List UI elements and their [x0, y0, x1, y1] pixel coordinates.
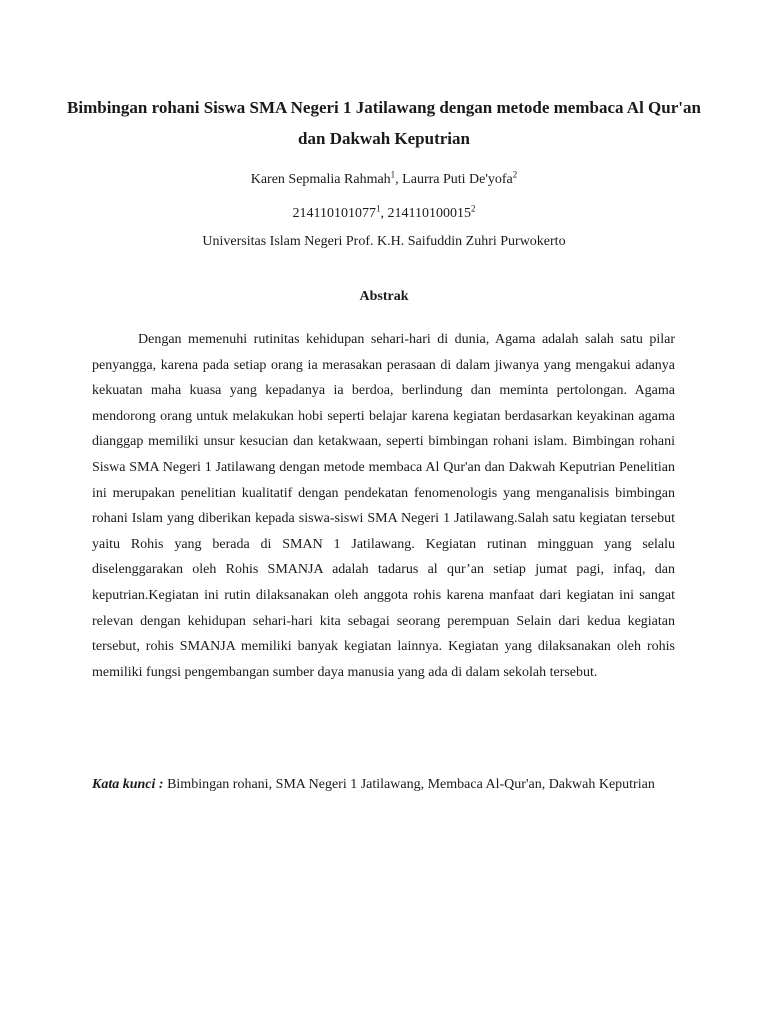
author-separator: ,	[395, 172, 403, 187]
student-id-1: 214110101077	[292, 206, 376, 221]
id-separator: ,	[380, 206, 388, 221]
keywords-line	[92, 771, 675, 798]
author-line	[60, 170, 708, 190]
student-id-mark-2: 2	[470, 203, 476, 214]
keywords-text: Bimbingan rohani, SMA Negeri 1 Jatilawang, Membaca Al-Qur'an, Dakwah Keputrian	[163, 777, 655, 792]
author-name-1: Karen Sepmalia Rahmah	[250, 172, 391, 187]
author-name-2: Laurra Puti De'yofa	[402, 172, 513, 187]
affiliation: Universitas Islam Negeri Prof. K.H. Saifuddin Zuhri Purwokerto	[202, 234, 566, 249]
paper-title: Bimbingan rohani Siswa SMA Negeri 1 Jatilawang dengan metode membaca Al Qur'an dan Dakwah Keputrian	[67, 98, 701, 148]
student-id-mark-1: 1	[376, 203, 381, 214]
abstract-body: Dengan memenuhi rutinitas kehidupan sehari-hari di dunia, Agama adalah salah satu pilar penyangga, karena pada setiap orang ia merasakan perasaan di dalam jiwanya yang mengakui adanya kekuatan maha kuasa yang kepadanya ia berdoa, berlindung dan meminta pertolongan. Agama mendorong orang untuk melakukan hobi seperti belajar karena kegiatan berdasarkan keyakinan agama dianggap memiliki unsur kesucian dan ketakwaan, seperti bimbingan rohani islam. Bimbingan rohani Siswa SMA Negeri 1 Jatilawang dengan metode membaca Al Qur'an dan Dakwah Keputrian Penelitian ini merupakan penelitian kualitatif dengan pendekatan fenomenologis yang menganalisis bimbingan rohani Islam yang diberikan kepada siswa-siswi SMA Negeri 1 Jatilawang.Salah satu kegiatan tersebut yaitu Rohis yang berada di SMAN 1 Jatilawang. Kegiatan rutinan mingguan yang selalu diselenggarakan oleh Rohis SMANJA adalah tadarus al qur’an setiap jumat pagi, infaq, dan keputrian.Kegiatan ini rutin dilaksanakan oleh anggota rohis karena manfaat dari kegiatan ini sangat relevan dengan kehidupan sehari-hari kita sebagai seorang perempuan Selain dari kedua kegiatan tersebut, rohis SMANJA memiliki banyak kegiatan lainnya. Kegiatan yang dilaksanakan oleh rohis memiliki fungsi pengembangan sumber daya manusia yang ada di dalam sekolah tersebut.	[92, 332, 675, 680]
author-mark-2: 2	[512, 169, 518, 180]
student-id-2: 214110100015	[387, 206, 471, 221]
student-id-line	[60, 204, 708, 224]
keywords-label: Kata kunci :	[92, 777, 164, 792]
abstract-heading: Abstrak	[359, 289, 409, 304]
author-mark-1: 1	[390, 169, 396, 180]
